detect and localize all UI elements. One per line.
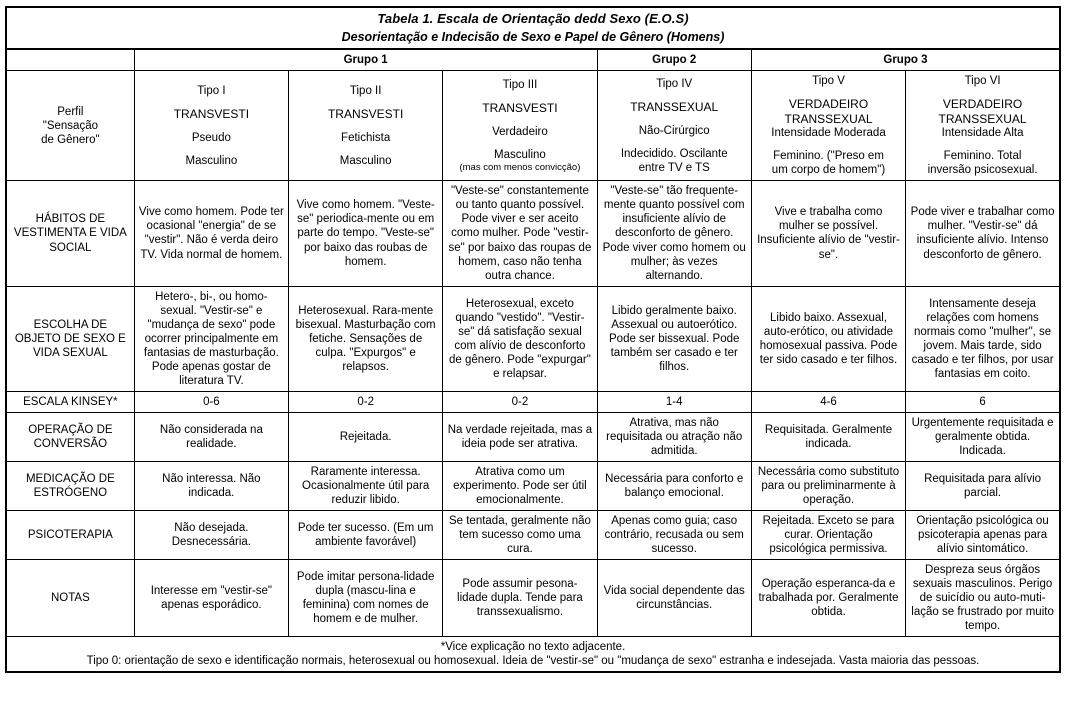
row-label: ESCOLHA DE OBJETO DE SEXO E VIDA SEXUAL [6,286,134,391]
table-cell: Rejeitada. [289,412,443,461]
table-cell: Pode viver e trabalhar como mulher. "Vestir-se" dá insuficiente alívio. Intenso desconforto de gênero. [906,181,1060,286]
table-cell: Libido baixo. Assexual, auto-erótico, ou atividade homosexual passiva. Pode ter sido casado e ter filhos. [751,286,905,391]
table-row [6,461,1060,510]
table-cell: Raramente interessa. Ocasionalmente útil para reduzir libido. [289,461,443,510]
row-label: PSICOTERAPIA [6,510,134,559]
group-header-3: Grupo 3 [751,49,1060,71]
table-cell: Intensamente deseja relações com homens normais como "mulher", se jovem. Mais tarde, sido casado e ter filhos, por usar fantasias em coito. [906,286,1060,391]
table-cell: Pode ter sucesso. (Em um ambiente favorável) [289,510,443,559]
profile-note: (mas com menos convicção) [459,161,581,173]
profile-type: Tipo VI [964,75,1001,88]
table-row [6,559,1060,636]
profile-gender: Masculino [494,148,546,161]
profile-gender: Indecidido. Oscilante [620,147,728,160]
profile-category: TRANSSEXUAL [630,99,719,114]
table-row [6,412,1060,461]
profile-label-line-1: Perfil [57,105,84,118]
table-cell: Operação esperanca-da e trabalhada por. Geralmente obtida. [751,559,905,636]
table-cell: Vive como homem. Pode ter ocasional "energia" de se "vestir". Não é verda deiro TV. Vida normal de homem. [134,181,288,286]
group-header-row [6,49,1060,71]
profile-type: Tipo III [502,79,538,92]
row-label: OPERAÇÃO DE CONVERSÃO [6,412,134,461]
table-footnotes [6,636,1060,672]
profile-descriptor: Intensidade Alta [941,127,1024,140]
profile-descriptor: Pseudo [191,131,231,144]
row-label-profile [6,71,134,181]
table-cell: Heterosexual, exceto quando "vestido". "Vestir-se" dá satisfação sexual com alívio de desconforto de gênero. Pode "expurgar" e relapsar. [443,286,597,391]
profile-category: TRANSVESTI [482,101,558,116]
table-cell: 0-6 [134,391,288,412]
table-cell: Vive e trabalha como mulher se possível. Insuficiente alívio de "vestir-se". [751,181,905,286]
table-cell: Despreza seus órgãos sexuais masculinos. Perigo de suicídio ou auto-muti-lação se frustrado por muito tempo. [906,559,1060,636]
table-row [6,181,1060,286]
profile-column-2 [289,71,443,181]
table-cell: Na verdade rejeitada, mas a ideia pode ser atrativa. [443,412,597,461]
table-row [6,510,1060,559]
table-cell: Atrativa como um experimento. Pode ser útil emocionalmente. [443,461,597,510]
group-header-spacer [6,49,134,71]
profile-type: Tipo I [197,84,226,97]
profile-descriptor: Fetichista [341,131,391,144]
footnote-line-1: *Vice explicação no texto adjacente. [440,640,626,653]
profile-label-line-2: "Sensação [42,119,98,132]
row-label: ESCALA KINSEY* [6,391,134,412]
title-line-1: Tabela 1. Escala de Orientação dedd Sexo (E.O.S) [377,11,689,26]
table-cell: Interesse em "vestir-se" apenas esporádico. [134,559,288,636]
table-cell: Requisitada para alívio parcial. [906,461,1060,510]
table-cell: Rejeitada. Exceto se para curar. Orientação psicológica permissiva. [751,510,905,559]
profile-gender: Feminino. ("Preso em [773,150,884,163]
profile-type: Tipo V [812,75,845,88]
row-label: NOTAS [6,559,134,636]
table-cell: Necessária para conforto e balanço emocional. [597,461,751,510]
table-title-row [6,7,1060,49]
profile-note: um corpo de homem") [771,164,886,177]
profile-gender: Masculino [339,154,392,167]
table-cell: "Veste-se" constantemente ou tanto quanto possível. Pode viver e ser aceito como mulher. Pode "vestir-se" por baixo das roupas de homem, caso não tenha outra chance. [443,181,597,286]
table-cell: Não desejada. Desnecessária. [134,510,288,559]
table-cell: Não considerada na realidade. [134,412,288,461]
table-cell: Pode assumir pesona-lidade dupla. Tende para transsexualismo. [443,559,597,636]
profile-note: entre TV e TS [638,161,710,174]
profile-descriptor: Intensidade Moderada [771,127,886,140]
table-cell: Atrativa, mas não requisitada ou atração não admitida. [597,412,751,461]
table-row [6,286,1060,391]
profile-category: TRANSVESTI [327,106,404,121]
table-cell: Urgentemente requisitada e geralmente obtida. Indicada. [906,412,1060,461]
table-cell: 0-2 [443,391,597,412]
profile-column-3 [443,71,597,181]
profile-label-line-3: de Gênero" [41,133,100,146]
profile-gender: Masculino [185,154,238,167]
profile-gender: Feminino. Total [943,150,1022,163]
table-cell: Hetero-, bi-, ou homo-sexual. "Vestir-se" e "mudança de sexo" pode ocorrer principalmente em fantasias de masturbação. Pode apenas gostar de literatura TV. [134,286,288,391]
table-row-kinsey [6,391,1060,412]
profile-type: Tipo II [349,84,382,97]
table-cell: Vida social dependente das circunstâncias. [597,559,751,636]
group-header-2: Grupo 2 [597,49,751,71]
table-cell: Requisitada. Geralmente indicada. [751,412,905,461]
profile-descriptor: Verdadeiro [492,125,548,138]
footnote-line-2: Tipo 0: orientação de sexo e identificação normais, heterosexual ou homosexual. Ideia de "vestir-se" ou "mudança de sexo" estranha e indesejada. Vasta maioria das pessoas. [86,654,980,667]
table-title [6,7,1060,49]
table-cell: Apenas como guia; caso contrário, recusada ou sem sucesso. [597,510,751,559]
footer-row [6,636,1060,672]
table-cell: Pode imitar persona-lidade dupla (mascu-lina e feminina) com nomes de homem e de mulher. [289,559,443,636]
group-header-1: Grupo 1 [134,49,597,71]
profile-type: Tipo IV [656,77,693,90]
profile-row [6,71,1060,181]
profile-column-1 [134,71,288,181]
table-cell: "Veste-se" tão frequente-mente quanto possível com insuficiente alívio de desconforto de gênero. Pode viver como homem ou mulher; às vezes alternando. [597,181,751,286]
profile-descriptor: Não-Cirúrgico [638,124,710,137]
table-cell: Heterosexual. Rara-mente bisexual. Masturbação com fetiche. Sensações de culpa. "Expurgos" e relapsos. [289,286,443,391]
table-cell: Necessária como substituto para ou preliminarmente à operação. [751,461,905,510]
table-cell: 1-4 [597,391,751,412]
row-label: MEDICAÇÃO DE ESTRÓGENO [6,461,134,510]
table-cell: Se tentada, geralmente não tem sucesso como uma cura. [443,510,597,559]
table-cell: 0-2 [289,391,443,412]
profile-category: VERDADEIRO TRANSSEXUAL [938,97,1027,126]
profile-category: TRANSVESTI [173,106,250,121]
profile-column-5 [751,71,905,181]
row-label: HÁBITOS DE VESTIMENTA E VIDA SOCIAL [6,181,134,286]
profile-column-4 [597,71,751,181]
title-line-2: Desorientação e Indecisão de Sexo e Papel de Gênero (Homens) [341,29,725,44]
profile-category: VERDADEIRO TRANSSEXUAL [784,97,873,126]
eos-table [5,6,1061,673]
table-cell: Não interessa. Não indicada. [134,461,288,510]
profile-column-6 [906,71,1060,181]
table-cell: 6 [906,391,1060,412]
table-cell: Vive como homem. "Veste-se" periodica-mente ou em parte do tempo. "Veste-se" por baixo das roubas de homem. [289,181,443,286]
table-cell: Libido geralmente baixo. Assexual ou autoerótico. Pode ser bissexual. Pode também ser casado e ter filhos. [597,286,751,391]
profile-note: inversão psicosexual. [927,164,1038,177]
table-cell: 4-6 [751,391,905,412]
table-cell: Orientação psicológica ou psicoterapia apenas para alívio sintomático. [906,510,1060,559]
